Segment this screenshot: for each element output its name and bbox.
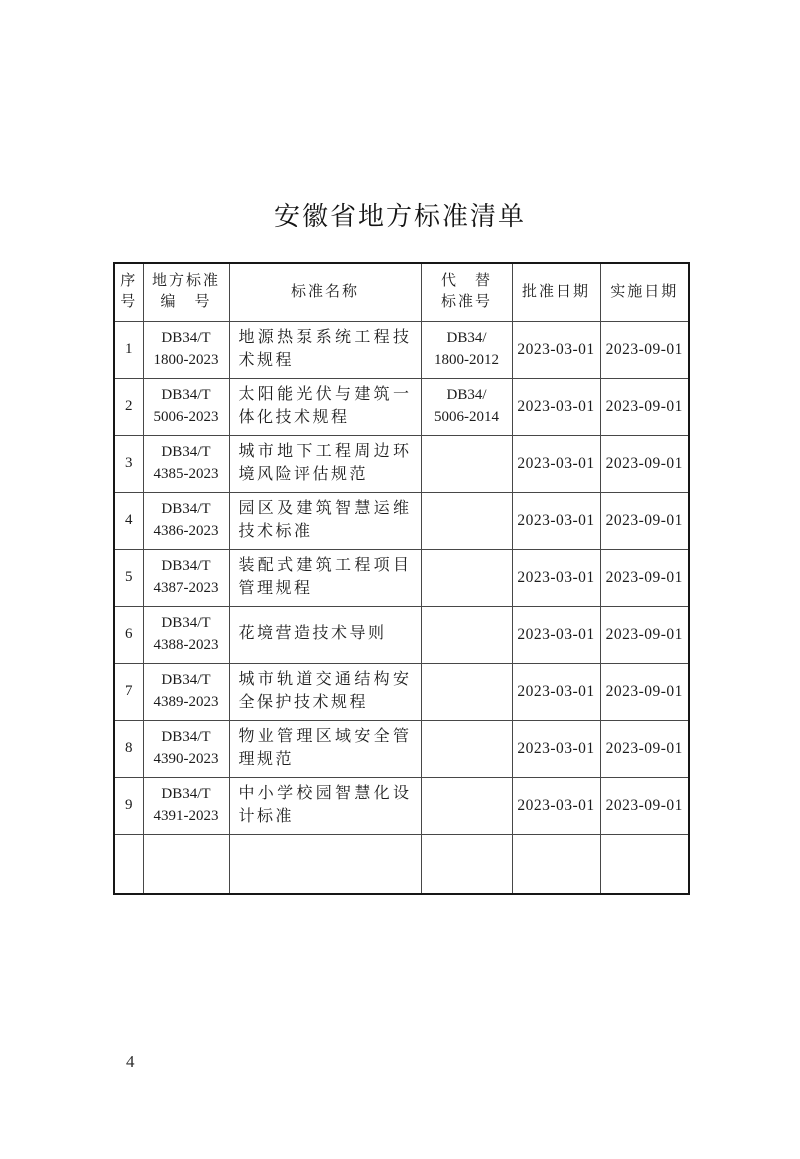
cell-implementation-date: 2023-09-01 [600,549,689,606]
header-implementation-date [600,263,689,321]
table-row [114,777,689,834]
cell-replaced-code [421,663,512,720]
cell-standard-name: 中小学校园智慧化设计标准 [229,777,421,834]
standard-code-line2: 4390-2023 [153,750,219,767]
table-row [114,720,689,777]
table-row [114,321,689,378]
cell-standard-code [143,378,229,435]
standard-code-line1: DB34/T [161,329,211,346]
cell-index: 3 [114,435,143,492]
cell-approval-date: 2023-03-01 [512,378,600,435]
cell-standard-name: 园区及建筑智慧运维技术标准 [229,492,421,549]
cell-implementation-date: 2023-09-01 [600,606,689,663]
cell-standard-name: 物业管理区域安全管理规范 [229,720,421,777]
cell-index: 6 [114,606,143,663]
standard-code-line1: DB34/T [161,785,211,802]
standard-code-line2: 4388-2023 [153,636,219,653]
cell-implementation-date: 2023-09-01 [600,435,689,492]
cell-standard-name: 城市轨道交通结构安全保护技术规程 [229,663,421,720]
cell-standard-code [143,321,229,378]
cell-replaced-code [421,378,512,435]
cell-replaced-code [421,720,512,777]
standard-code-line2: 5006-2023 [153,408,219,425]
table-row [114,663,689,720]
replaced-code-line1: DB34/ [446,329,487,346]
standard-code-line1: DB34/T [161,557,211,574]
cell-approval-date [512,834,600,894]
header-index-line2: 号 [120,294,138,311]
table-row [114,492,689,549]
header-approval-date [512,263,600,321]
cell-approval-date: 2023-03-01 [512,663,600,720]
table-row [114,435,689,492]
cell-replaced-code [421,492,512,549]
cell-replaced-code [421,834,512,894]
standard-code-line1: DB34/T [161,500,211,517]
page-number: 4 [126,1052,135,1071]
standard-code-line1: DB34/T [161,614,211,631]
cell-standard-code [143,834,229,894]
cell-index [114,834,143,894]
table-row [114,606,689,663]
cell-standard-name: 装配式建筑工程项目管理规程 [229,549,421,606]
cell-replaced-code [421,606,512,663]
standard-code-line2: 4389-2023 [153,693,219,710]
cell-standard-name: 地源热泵系统工程技术规程 [229,321,421,378]
cell-implementation-date: 2023-09-01 [600,492,689,549]
header-name-label: 标准名称 [290,283,359,300]
cell-approval-date: 2023-03-01 [512,435,600,492]
standard-code-line2: 4387-2023 [153,579,219,596]
table-row [114,378,689,435]
cell-standard-code [143,606,229,663]
header-index-line1: 序 [120,273,138,290]
standards-table [113,262,690,895]
standard-code-line2: 4385-2023 [153,465,219,482]
cell-standard-code [143,492,229,549]
standard-code-line1: DB34/T [161,386,211,403]
cell-standard-code [143,777,229,834]
cell-implementation-date: 2023-09-01 [600,663,689,720]
replaced-code-line2: 5006-2014 [434,408,499,425]
header-replaced [421,263,512,321]
cell-standard-code [143,663,229,720]
standard-code-line2: 4391-2023 [153,807,219,824]
cell-index: 2 [114,378,143,435]
cell-index: 4 [114,492,143,549]
page-title: 安徽省地方标准清单 [273,202,526,231]
header-name [229,263,421,321]
table-row-empty [114,834,689,894]
cell-implementation-date: 2023-09-01 [600,321,689,378]
header-code-line1: 地方标准 [151,273,220,290]
cell-index: 8 [114,720,143,777]
cell-implementation-date [600,834,689,894]
cell-index: 9 [114,777,143,834]
cell-replaced-code [421,549,512,606]
cell-replaced-code [421,435,512,492]
cell-implementation-date: 2023-09-01 [600,777,689,834]
standard-code-line2: 4386-2023 [153,522,219,539]
cell-implementation-date: 2023-09-01 [600,378,689,435]
header-replaced-line1: 代 替 [440,273,492,290]
cell-standard-code [143,720,229,777]
cell-standard-name: 花境营造技术导则 [229,606,421,663]
cell-replaced-code [421,777,512,834]
cell-standard-code [143,549,229,606]
cell-index: 7 [114,663,143,720]
cell-approval-date: 2023-03-01 [512,606,600,663]
standard-code-line1: DB34/T [161,728,211,745]
header-implementation-label: 实施日期 [610,283,679,300]
cell-approval-date: 2023-03-01 [512,549,600,606]
cell-standard-name: 城市地下工程周边环境风险评估规范 [229,435,421,492]
replaced-code-line1: DB34/ [446,386,487,403]
replaced-code-line2: 1800-2012 [434,351,499,368]
header-code-line2: 编 号 [160,294,212,311]
cell-standard-name: 太阳能光伏与建筑一体化技术规程 [229,378,421,435]
cell-replaced-code [421,321,512,378]
standard-code-line2: 1800-2023 [153,351,219,368]
cell-approval-date: 2023-03-01 [512,720,600,777]
header-code [143,263,229,321]
cell-index: 5 [114,549,143,606]
standard-code-line1: DB34/T [161,671,211,688]
cell-approval-date: 2023-03-01 [512,321,600,378]
cell-standard-code [143,435,229,492]
cell-index: 1 [114,321,143,378]
header-approval-label: 批准日期 [521,283,590,300]
cell-approval-date: 2023-03-01 [512,492,600,549]
table-row [114,549,689,606]
header-replaced-line2: 标准号 [440,294,492,311]
header-index [114,263,143,321]
cell-approval-date: 2023-03-01 [512,777,600,834]
table-header-row [114,263,689,321]
standard-code-line1: DB34/T [161,443,211,460]
cell-standard-name [229,834,421,894]
cell-implementation-date: 2023-09-01 [600,720,689,777]
